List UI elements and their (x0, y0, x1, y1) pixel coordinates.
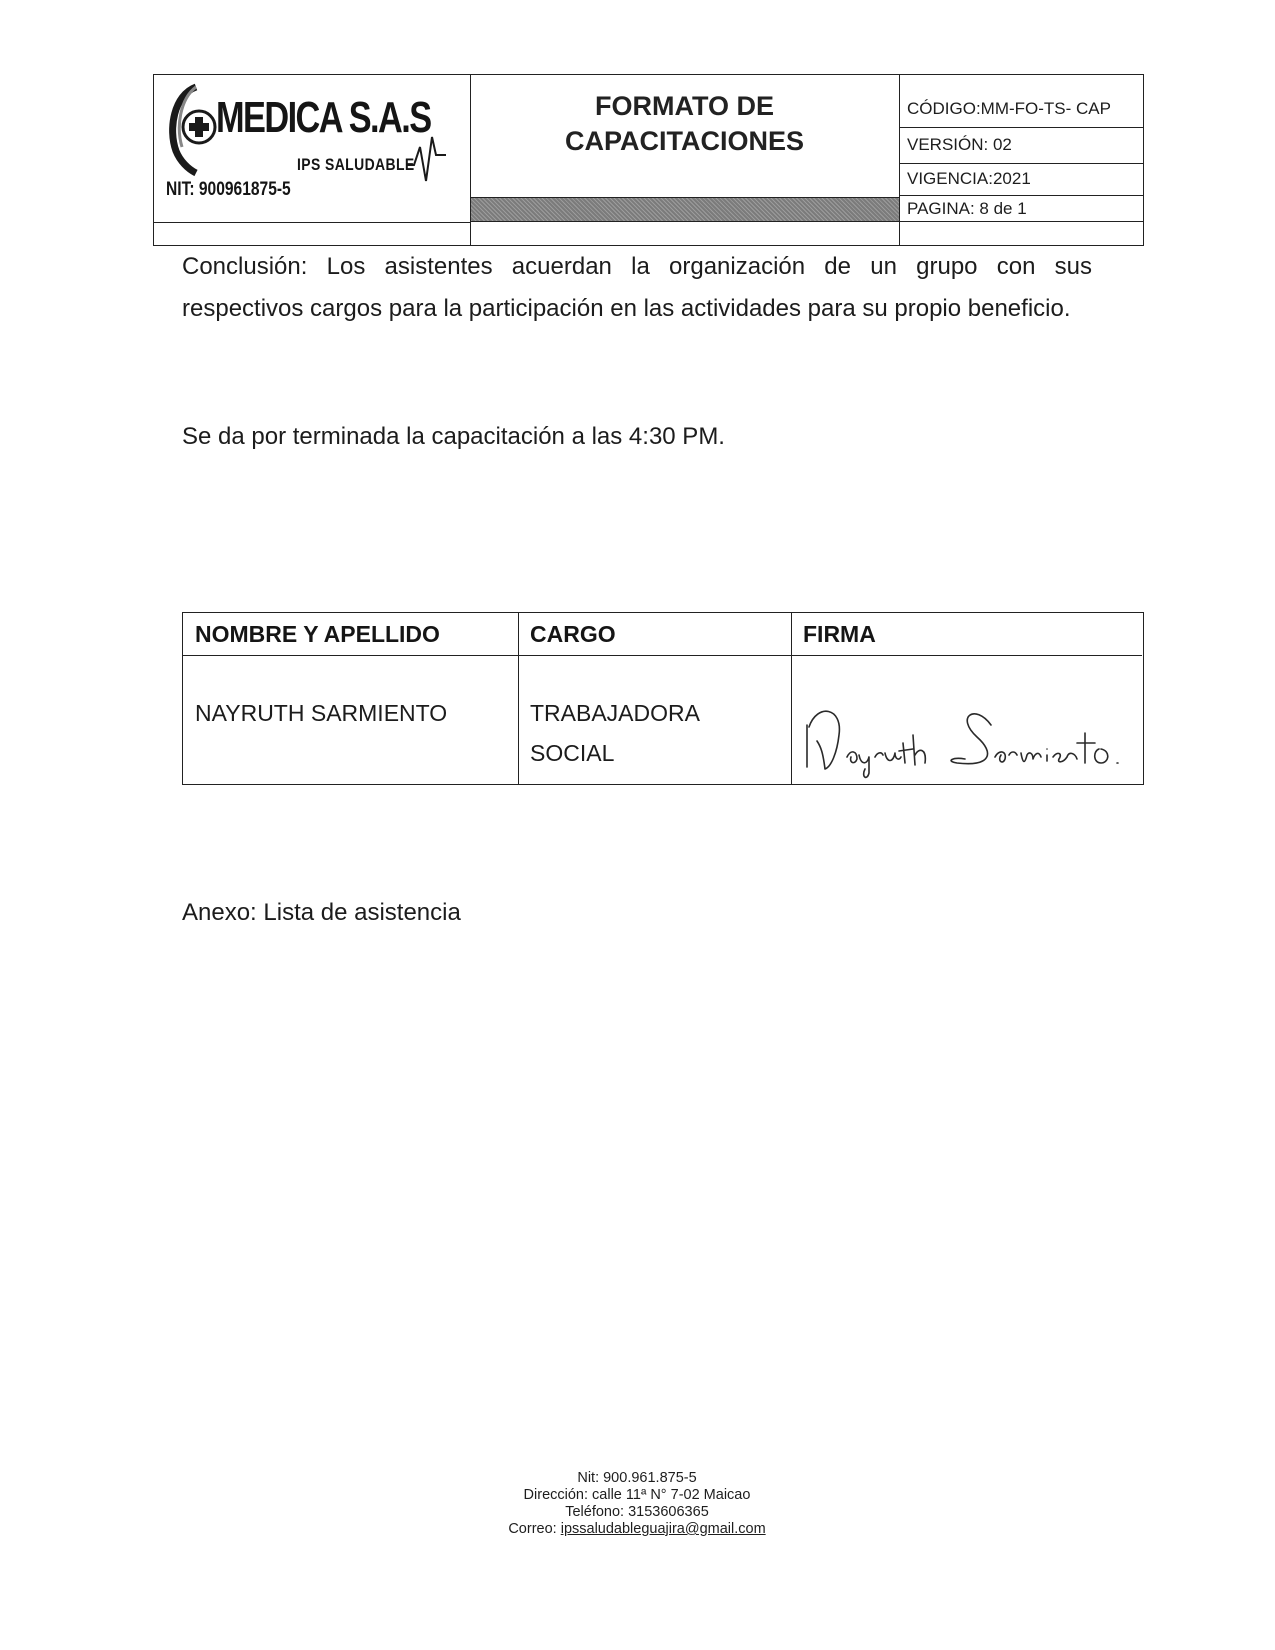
header-divider (900, 221, 1143, 222)
document-title (470, 89, 899, 159)
document-page: PAGINA: 8 de 1 (907, 199, 1027, 218)
conclusion-line: Conclusión: Los asistentes acuerdan la organización de un grupo con sus (182, 253, 1092, 280)
document-header (153, 74, 1144, 246)
column-header-signature: FIRMA (803, 621, 876, 647)
role-line: SOCIAL (530, 740, 615, 766)
shaded-band (471, 198, 899, 221)
title-line: CAPACITACIONES (564, 126, 804, 156)
page-footer (437, 1470, 837, 1538)
closing-statement: Se da por terminada la capacitación a las 4:30 PM. (182, 423, 725, 450)
handwritten-signature (795, 673, 1139, 781)
footer-nit: Nit: 900.961.875-5 (577, 1470, 697, 1486)
annex-note: Anexo: Lista de asistencia (182, 899, 461, 926)
conclusion-line: respectivos cargos para la participación en las actividades para su propio beneficio. (182, 295, 1071, 322)
company-logo-subtitle: IPS SALUDABLE (297, 155, 415, 174)
footer-address: Dirección: calle 11ª N° 7-02 Maicao (523, 1487, 751, 1503)
column-header-name: NOMBRE Y APELLIDO (195, 621, 440, 647)
header-divider (470, 221, 899, 222)
footer-phone: Teléfono: 3153606365 (565, 1504, 709, 1520)
document-validity: VIGENCIA:2021 (907, 169, 1031, 188)
header-divider (154, 222, 470, 223)
company-logo-name: MEDICA S.A.S (216, 93, 431, 142)
signature-table (182, 612, 1144, 785)
title-line: FORMATO DE (595, 91, 774, 121)
company-nit: NIT: 900961875-5 (166, 179, 291, 200)
column-header-role: CARGO (530, 621, 616, 647)
footer-email-line (437, 1521, 837, 1538)
table-divider (791, 613, 792, 784)
table-divider (518, 613, 519, 784)
header-divider (900, 195, 1143, 196)
table-divider (183, 655, 1142, 656)
attendee-role (530, 693, 700, 773)
footer-email-link[interactable]: ipssaludableguajira@gmail.com (560, 1521, 766, 1537)
footer-email-label: Correo: (508, 1521, 561, 1537)
header-divider (900, 163, 1143, 164)
document-code: CÓDIGO:MM-FO-TS- CAP (907, 99, 1111, 118)
attendee-name: NAYRUTH SARMIENTO (195, 700, 448, 726)
header-divider (900, 127, 1143, 128)
role-line: TRABAJADORA (530, 700, 700, 726)
document-version: VERSIÓN: 02 (907, 135, 1012, 154)
